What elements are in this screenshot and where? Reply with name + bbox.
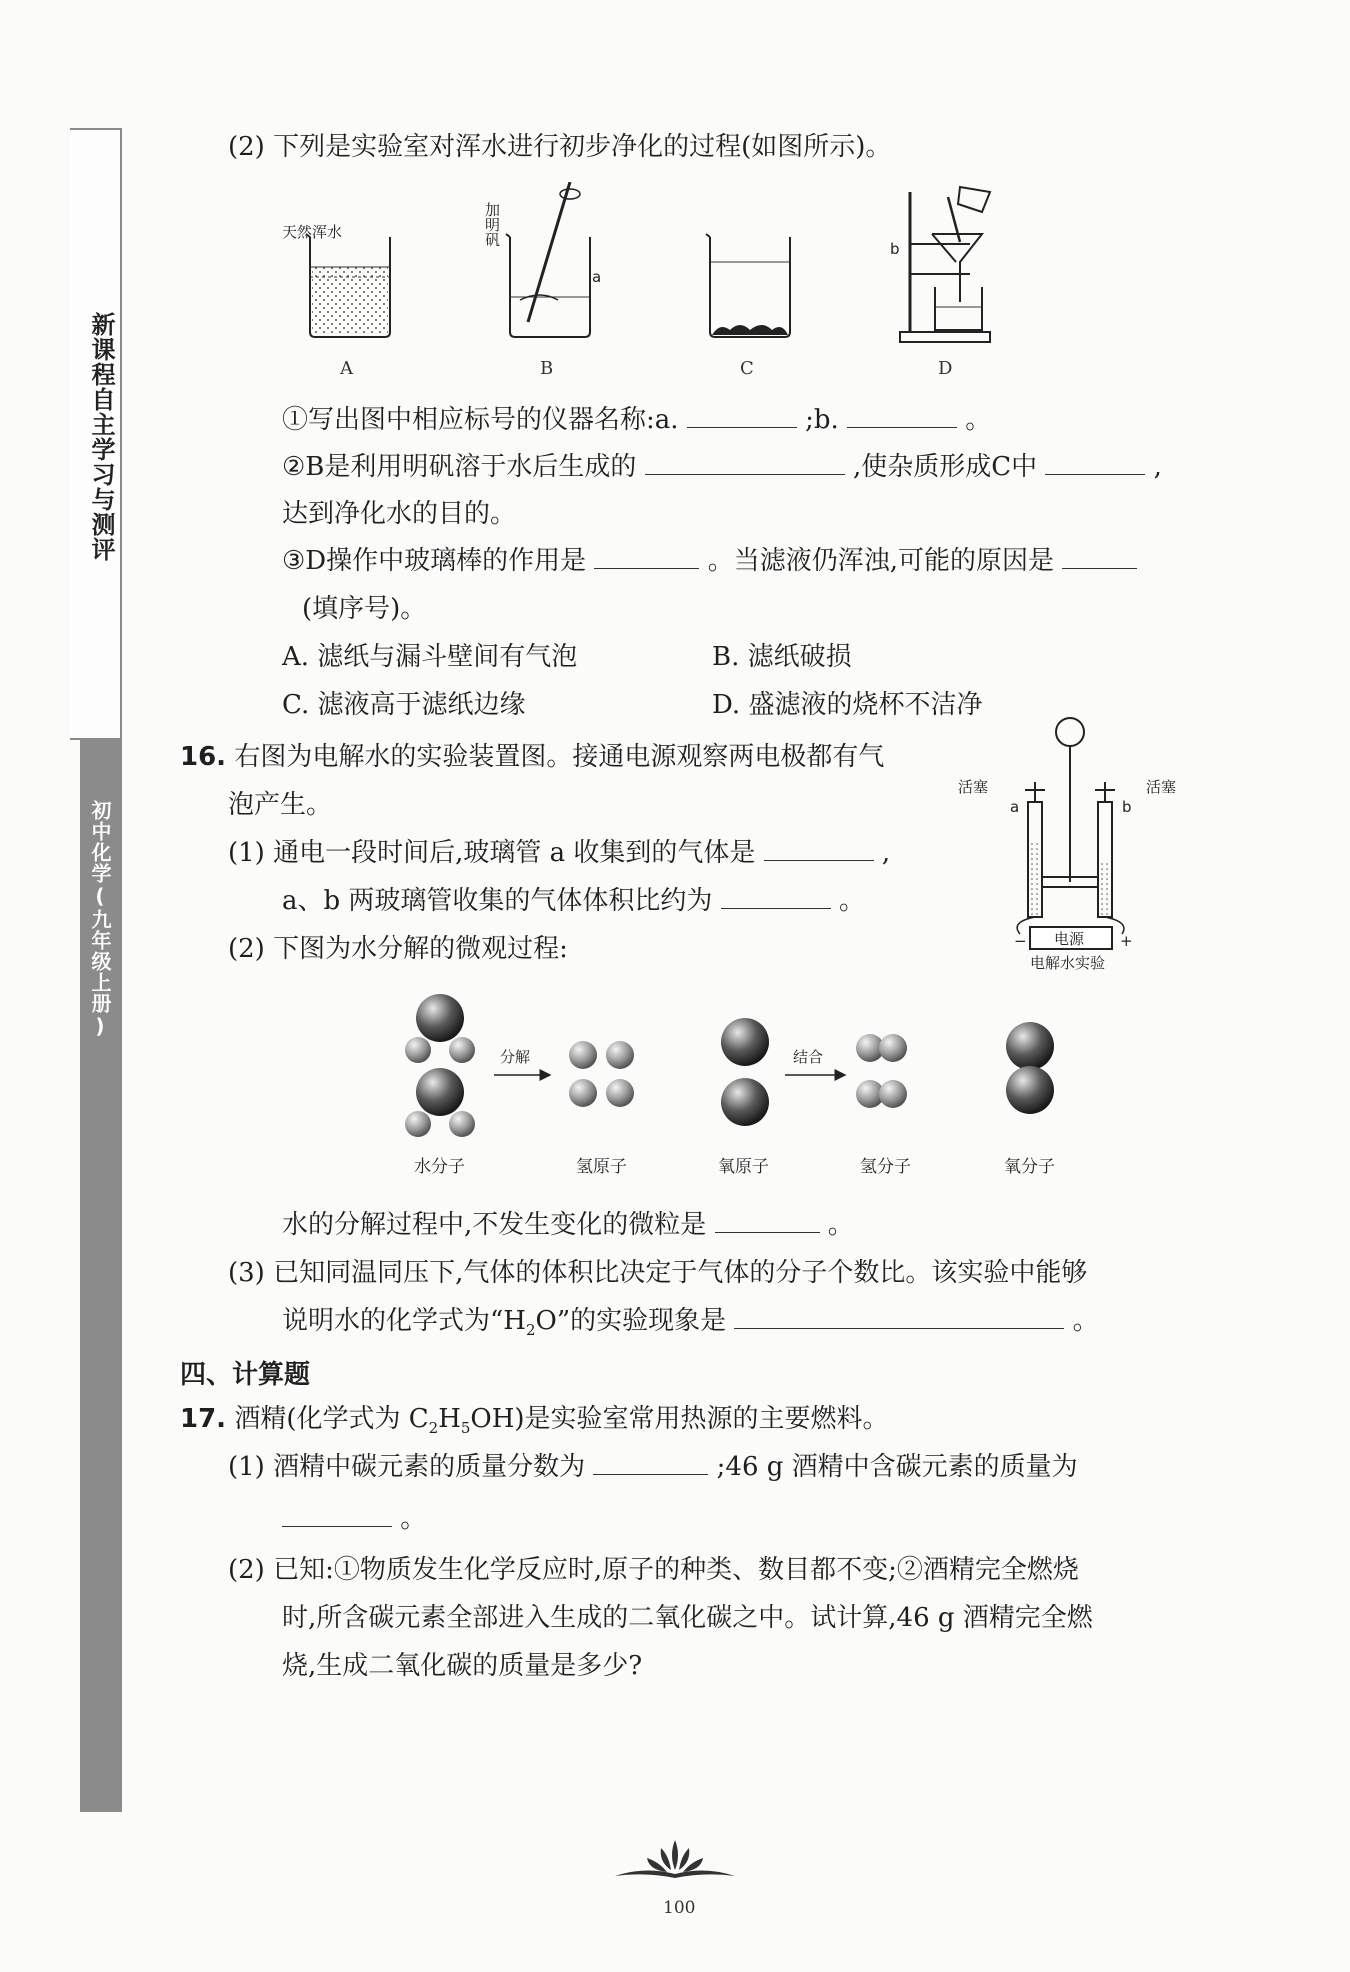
- q16-part2-q-end: 。: [827, 1210, 854, 1240]
- hydrogen-atom-icon: [569, 1041, 634, 1107]
- oxygen-molecule-icon: [1006, 1022, 1054, 1114]
- water-decomposition-figure: [390, 990, 1110, 1180]
- q17-part1-prefix: (1) 酒精中碳元素的质量分数为: [228, 1452, 586, 1482]
- blank-mass-fraction[interactable]: [593, 1452, 708, 1475]
- tube-a-label: a: [1010, 798, 1020, 816]
- subscript-2: 2: [525, 1321, 536, 1340]
- q15-sub2-end: ,: [1153, 452, 1162, 482]
- q16-part2-question: [282, 1210, 854, 1240]
- arrow-decompose-label: 分解: [500, 1048, 531, 1066]
- page-number: 100: [663, 1898, 696, 1918]
- q15-sub2-prefix: ②B是利用明矾溶于水后生成的: [282, 452, 637, 482]
- q17-part1: [228, 1452, 1078, 1482]
- plus-label: +: [1120, 932, 1133, 950]
- blank-phenomenon[interactable]: [734, 1306, 1064, 1329]
- blank-volume-ratio[interactable]: [721, 886, 831, 909]
- q17-part2-line2: 时,所含碳元素全部进入生成的二氧化碳之中。试计算,46 g 酒精完全燃: [282, 1603, 1093, 1633]
- beaker-b-icon: [506, 182, 590, 337]
- blank-rod-function[interactable]: [594, 546, 699, 569]
- subscript-h: 5: [460, 1419, 471, 1438]
- q15-sub3-prefix: ③D操作中玻璃棒的作用是: [282, 546, 587, 576]
- q17-part1-end: 。: [400, 1504, 427, 1534]
- footer-ornament: [605, 1830, 745, 1890]
- label-oxygen-atom: 氧原子: [718, 1157, 769, 1177]
- purification-figure: [270, 182, 1070, 392]
- q17-part2-line1: (2) 已知:①物质发生化学反应时,原子的种类、数目都不变;②酒精完全燃烧: [228, 1555, 1079, 1585]
- q15-sub3: [282, 546, 1137, 576]
- q15-sub1: [282, 405, 991, 435]
- subscript-c: 2: [428, 1419, 439, 1438]
- q16-part1-end: ,: [881, 838, 891, 868]
- q16-intro-text: 右图为电解水的实验装置图。接通电源观察两电极都有气: [234, 742, 885, 772]
- beaker-c-icon: [706, 234, 790, 337]
- q16-part3-end: 。: [1072, 1306, 1099, 1336]
- q15-sub2: [282, 452, 1162, 482]
- label-oxygen-molecule: 氧分子: [1004, 1157, 1055, 1177]
- option-a: A. 滤纸与漏斗壁间有气泡: [282, 642, 578, 672]
- caption-a: A: [340, 358, 353, 379]
- blank-b[interactable]: [847, 405, 957, 428]
- b-side-text: 加明矾: [483, 202, 501, 247]
- q15-sub2-line2: 达到净化水的目的。: [282, 499, 517, 529]
- q17-number: 17.: [180, 1404, 227, 1434]
- water-molecule-icon: [405, 994, 475, 1137]
- q16-part2-q-text: 水的分解过程中,不发生变化的微粒是: [282, 1210, 707, 1240]
- oxygen-atom-icon: [721, 1018, 769, 1126]
- blank-gas-a[interactable]: [764, 838, 874, 861]
- q16-intro-line2: 泡产生。: [228, 790, 333, 820]
- label-water-molecule: 水分子: [414, 1157, 465, 1177]
- q16-part3-line1: (3) 已知同温同压下,气体的体积比决定于气体的分子个数比。该实验中能够: [228, 1258, 1088, 1288]
- option-c: C. 滤液高于滤纸边缘: [282, 690, 526, 720]
- power-label: 电源: [1054, 930, 1085, 948]
- label-a: a: [592, 268, 602, 286]
- q16-part3-line2: [282, 1306, 1099, 1345]
- caption-b: B: [540, 358, 554, 379]
- q15-part2-intro: (2) 下列是实验室对浑水进行初步净化的过程(如图所示)。: [228, 132, 892, 162]
- hydrogen-molecule-icon: [856, 1034, 907, 1108]
- q16-part1-line2-text: a、b 两玻璃管收集的气体体积比约为: [282, 886, 713, 916]
- q16-number: 16.: [180, 742, 227, 772]
- stopcock-left-label: 活塞: [958, 778, 989, 796]
- q17-intro: [180, 1404, 889, 1443]
- blank-a[interactable]: [687, 405, 797, 428]
- a-side-text: 天然浑水: [282, 223, 343, 241]
- arrow-combine-label: 结合: [793, 1048, 824, 1066]
- blank-reason[interactable]: [1062, 546, 1137, 569]
- q16-part1-line2: [282, 886, 865, 916]
- q16-part1-line2-end: 。: [838, 886, 865, 916]
- q16-part1-text: (1) 通电一段时间后,玻璃管 a 收集到的气体是: [228, 838, 756, 868]
- blank-c[interactable]: [1045, 452, 1145, 475]
- q15-sub1-mid: ;b.: [805, 405, 839, 435]
- filtration-stand-icon: [900, 187, 990, 342]
- q16-part1-line1: [228, 838, 890, 868]
- blank-alum-product[interactable]: [645, 452, 845, 475]
- q16-intro-line1: [180, 742, 884, 772]
- q15-sub2-mid: ,使杂质形成C中: [852, 452, 1038, 482]
- q16-part3-prefix: 说明水的化学式为“H: [282, 1306, 526, 1336]
- label-hydrogen-atom: 氢原子: [576, 1157, 627, 1177]
- electrolysis-apparatus: [950, 712, 1190, 972]
- book-title: 新课程自主学习与测评: [87, 312, 115, 562]
- section-heading: 四、计算题: [180, 1360, 311, 1390]
- caption-c: C: [740, 358, 754, 379]
- minus-label: −: [1014, 932, 1027, 950]
- option-b: B. 滤纸破损: [712, 642, 852, 672]
- q15-sub1-prefix: ①写出图中相应标号的仪器名称:a.: [282, 405, 679, 435]
- q17-part1-line2: [282, 1504, 426, 1534]
- q15-sub3-line2: (填序号)。: [302, 594, 427, 624]
- tube-b-label: b: [1122, 798, 1132, 816]
- label-hydrogen-molecule: 氢分子: [860, 1157, 911, 1177]
- q17-part1-mid: ;46 g 酒精中含碳元素的质量为: [716, 1452, 1078, 1482]
- q15-sub3-mid: 。当滤液仍浑浊,可能的原因是: [707, 546, 1054, 576]
- caption-d: D: [938, 358, 953, 379]
- q16-part2: (2) 下图为水分解的微观过程:: [228, 934, 568, 964]
- q15-sub1-end: 。: [965, 405, 992, 435]
- q17-intro-suffix: OH)是实验室常用热源的主要燃料。: [470, 1404, 889, 1434]
- subject-label: 初中化学(九年级上册): [88, 800, 112, 1039]
- beaker-a-icon: [306, 234, 390, 337]
- electrolysis-apparatus-icon: [1017, 718, 1124, 949]
- blank-carbon-mass[interactable]: [282, 1504, 392, 1527]
- q17-h: H: [438, 1404, 461, 1434]
- q17-intro-prefix: 酒精(化学式为 C: [234, 1404, 429, 1434]
- label-b: b: [890, 240, 900, 258]
- option-d: D. 盛滤液的烧杯不洁净: [712, 690, 983, 720]
- stopcock-right-label: 活塞: [1146, 778, 1177, 796]
- q17-part2-line3: 烧,生成二氧化碳的质量是多少?: [282, 1651, 643, 1681]
- q16-part3-mid: O”的实验现象是: [535, 1306, 727, 1336]
- apparatus-caption: 电解水实验: [1030, 954, 1106, 972]
- blank-unchanged-particle[interactable]: [715, 1210, 820, 1233]
- leaf-ornament-icon: [615, 1840, 735, 1878]
